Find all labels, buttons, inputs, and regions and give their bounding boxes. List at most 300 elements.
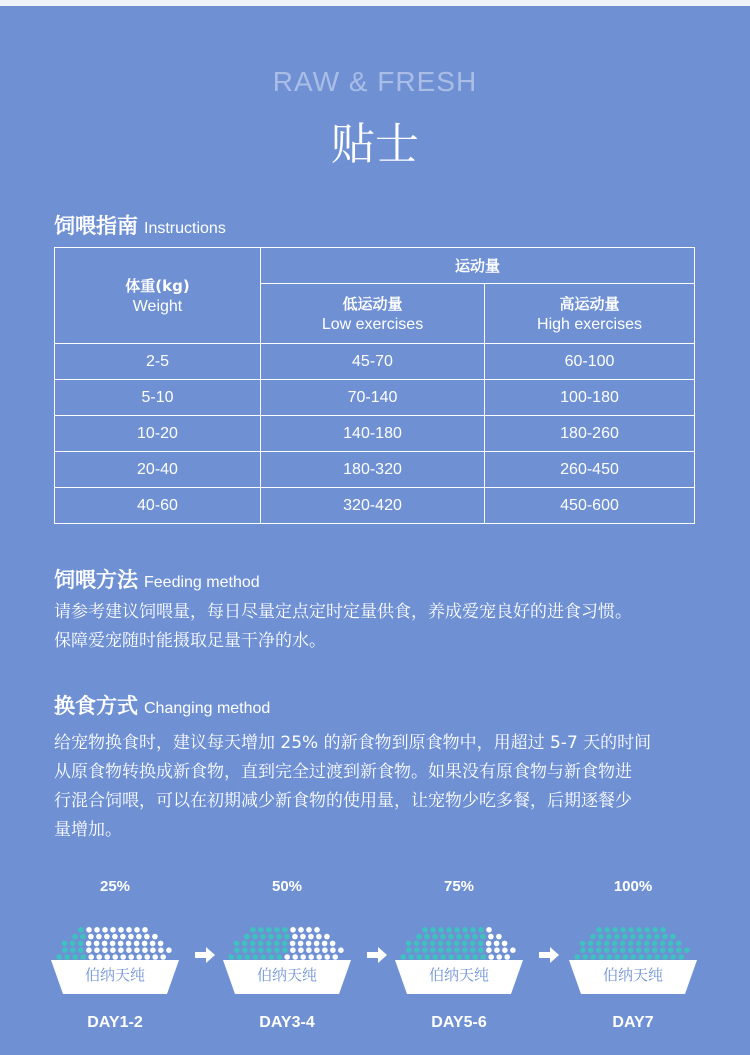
kibble-dot	[166, 947, 172, 953]
stage-percent: 75%	[443, 878, 475, 895]
weight-header-en: Weight	[132, 298, 183, 315]
kibble-dot	[110, 947, 116, 953]
weight-cell: 5-10	[55, 380, 261, 416]
kibble-dot	[446, 947, 452, 953]
high-cell: 260-450	[485, 452, 695, 488]
kibble-dot	[80, 934, 86, 940]
low-exercise-header-cn: 低运动量	[342, 295, 403, 313]
kibble-dot	[274, 941, 280, 947]
kibble-dot	[596, 947, 602, 953]
high-exercise-header-en: High exercises	[537, 316, 642, 333]
kibble-dot	[662, 934, 668, 940]
kibble-dot	[298, 941, 304, 947]
kibble-dot	[144, 934, 150, 940]
kibble-dot	[462, 927, 468, 933]
kibble-dot	[470, 927, 476, 933]
kibble-dot	[638, 934, 644, 940]
kibble-dot	[242, 941, 248, 947]
kibble-dot	[110, 941, 116, 947]
weight-cell: 2-5	[55, 344, 261, 380]
kibble-dot	[604, 927, 610, 933]
kibble-dot	[494, 947, 500, 953]
weight-header	[55, 248, 261, 344]
kibble-dot	[652, 941, 658, 947]
kibble-dot	[94, 927, 100, 933]
kibble-dot	[480, 934, 486, 940]
kibble-dot	[314, 941, 320, 947]
kibble-dot	[126, 947, 132, 953]
kibble-pile	[56, 927, 171, 960]
kibble-dot	[290, 947, 296, 953]
kibble-dot	[292, 954, 298, 960]
kibble-dot	[510, 947, 516, 953]
kibble-dot	[502, 941, 508, 947]
kibble-dot	[104, 954, 110, 960]
high-cell: 60-100	[485, 344, 695, 380]
kibble-dot	[236, 954, 242, 960]
kibble-dot	[582, 954, 588, 960]
kibble-dot	[646, 954, 652, 960]
kibble-dot	[580, 941, 586, 947]
kibble-dot	[118, 927, 124, 933]
kibble-dot	[282, 927, 288, 933]
table-row	[55, 452, 695, 488]
kibble-dot	[142, 941, 148, 947]
kibble-dot	[430, 927, 436, 933]
kibble-dot	[638, 954, 644, 960]
kibble-dot	[94, 941, 100, 947]
kibble-dot	[454, 947, 460, 953]
kibble-dot	[78, 927, 84, 933]
arrow-right-icon	[365, 945, 389, 965]
kibble-dot	[430, 947, 436, 953]
stage-day: DAY1-2	[87, 1014, 143, 1031]
feeding-heading-cn: 饲喂方法	[54, 568, 138, 592]
kibble-dot	[464, 954, 470, 960]
kibble-dot	[478, 941, 484, 947]
kibble-dot	[314, 927, 320, 933]
kibble-dot	[660, 927, 666, 933]
kibble-dot	[266, 947, 272, 953]
kibble-dot	[86, 927, 92, 933]
kibble-dot	[486, 941, 492, 947]
transition-stage-3	[389, 878, 529, 1031]
kibble-dot	[300, 954, 306, 960]
kibble-dot	[636, 947, 642, 953]
kibble-dot	[298, 947, 304, 953]
kibble-dot	[440, 954, 446, 960]
kibble-dot	[598, 954, 604, 960]
table-row	[55, 380, 695, 416]
kibble-dot	[622, 934, 628, 940]
kibble-dot	[414, 947, 420, 953]
low-exercise-header-en: Low exercises	[321, 316, 424, 333]
kibble-dot	[70, 941, 76, 947]
high-cell: 100-180	[485, 380, 695, 416]
kibble-dot	[244, 954, 250, 960]
kibble-dot	[464, 934, 470, 940]
kibble-dot	[142, 927, 148, 933]
stage-brand: 伯纳天纯	[84, 966, 145, 984]
kibble-dot	[446, 927, 452, 933]
kibble-dot	[630, 934, 636, 940]
kibble-dot	[94, 947, 100, 953]
kibble-dot	[448, 934, 454, 940]
kibble-dot	[292, 934, 298, 940]
kibble-dot	[462, 941, 468, 947]
kibble-dot	[102, 927, 108, 933]
feeding-heading	[54, 564, 260, 594]
kibble-dot	[660, 941, 666, 947]
transition-stage-1	[45, 878, 185, 1031]
kibble-dot	[128, 934, 134, 940]
kibble-dot	[414, 941, 420, 947]
kibble-dot	[158, 947, 164, 953]
low-cell: 45-70	[261, 344, 485, 380]
kibble-dot	[636, 927, 642, 933]
kibble-dot	[432, 934, 438, 940]
kibble-dot	[142, 947, 148, 953]
table-row	[55, 344, 695, 380]
kibble-dot	[102, 947, 108, 953]
kibble-dot	[662, 954, 668, 960]
exercise-header-cn: 运动量	[455, 257, 501, 275]
changing-line: 给宠物换食时，建议每天增加 25% 的新食物到原食物中，用超过 5-7 天的时间	[54, 733, 652, 753]
kibble-dot	[604, 947, 610, 953]
kibble-dot	[78, 947, 84, 953]
kibble-dot	[654, 934, 660, 940]
high-exercise-header	[485, 284, 695, 344]
stage-brand: 伯纳天纯	[256, 966, 317, 984]
kibble-dot	[252, 954, 258, 960]
kibble-dot	[110, 927, 116, 933]
kibble-dot	[78, 941, 84, 947]
kibble-dot	[628, 947, 634, 953]
kibble-dot	[590, 934, 596, 940]
kibble-dot	[678, 954, 684, 960]
kibble-dot	[494, 941, 500, 947]
low-exercise-header	[261, 284, 485, 344]
table-row	[55, 488, 695, 524]
instructions-heading	[54, 210, 226, 240]
kibble-dot	[644, 947, 650, 953]
changing-heading-en: Changing method	[144, 700, 271, 717]
feeding-line: 保障爱宠随时能摄取足量干净的水。	[54, 631, 326, 651]
kibble-dot	[300, 934, 306, 940]
kibble-dot	[604, 941, 610, 947]
kibble-dot	[668, 941, 674, 947]
arrow-right-icon	[537, 945, 561, 965]
kibble-dot	[316, 934, 322, 940]
kibble-dot	[88, 954, 94, 960]
kibble-dot	[668, 947, 674, 953]
kibble-dot	[136, 954, 142, 960]
changing-text	[54, 729, 714, 845]
kibble-dot	[590, 954, 596, 960]
kibble-dot	[596, 941, 602, 947]
instructions-heading-cn: 饲喂指南	[54, 214, 138, 238]
kibble-dot	[234, 947, 240, 953]
kibble-dot	[290, 927, 296, 933]
kibble-dot	[652, 947, 658, 953]
kibble-dot	[614, 954, 620, 960]
kibble-dot	[644, 927, 650, 933]
kibble-dot	[290, 941, 296, 947]
kibble-dot	[266, 941, 272, 947]
kibble-dot	[150, 947, 156, 953]
kibble-dot	[406, 941, 412, 947]
kibble-dot	[284, 934, 290, 940]
kibble-dot	[422, 927, 428, 933]
kibble-dot	[244, 934, 250, 940]
kibble-dot	[260, 954, 266, 960]
kibble-dot	[282, 947, 288, 953]
kibble-dot	[134, 927, 140, 933]
header-subtitle: RAW & FRESH	[272, 66, 478, 97]
kibble-dot	[152, 954, 158, 960]
stage-percent: 50%	[271, 878, 303, 895]
kibble-dot	[102, 941, 108, 947]
kibble-dot	[574, 954, 580, 960]
kibble-dot	[284, 954, 290, 960]
kibble-dot	[316, 954, 322, 960]
kibble-dot	[470, 941, 476, 947]
transition-stage-4	[563, 878, 703, 1031]
kibble-dot	[454, 941, 460, 947]
kibble-dot	[134, 941, 140, 947]
feeding-line: 请参考建议饲喂量，每日尽量定点定时定量供食，养成爱宠良好的进食习惯。	[54, 602, 632, 622]
kibble-dot	[620, 927, 626, 933]
kibble-dot	[660, 947, 666, 953]
kibble-dot	[134, 947, 140, 953]
kibble-dot	[606, 954, 612, 960]
kibble-dot	[252, 934, 258, 940]
kibble-dot	[234, 941, 240, 947]
kibble-dot	[406, 947, 412, 953]
stage-day: DAY3-4	[259, 1014, 315, 1031]
kibble-dot	[96, 934, 102, 940]
kibble-dot	[118, 947, 124, 953]
kibble-dot	[306, 941, 312, 947]
stage-brand: 伯纳天纯	[428, 966, 489, 984]
kibble-dot	[324, 954, 330, 960]
weight-cell: 10-20	[55, 416, 261, 452]
top-border	[0, 0, 750, 6]
kibble-dot	[400, 954, 406, 960]
feeding-guide-table	[54, 247, 695, 524]
kibble-dot	[88, 934, 94, 940]
kibble-dot	[504, 954, 510, 960]
kibble-dot	[644, 941, 650, 947]
low-cell: 320-420	[261, 488, 485, 524]
feeding-heading-en: Feeding method	[144, 574, 260, 591]
kibble-dot	[454, 927, 460, 933]
kibble-dot	[250, 947, 256, 953]
kibble-dot	[96, 954, 102, 960]
kibble-dot	[614, 934, 620, 940]
low-cell: 140-180	[261, 416, 485, 452]
kibble-dot	[322, 947, 328, 953]
weight-cell: 20-40	[55, 452, 261, 488]
kibble-dot	[70, 947, 76, 953]
kibble-dot	[306, 927, 312, 933]
high-exercise-header-cn: 高运动量	[559, 295, 620, 313]
changing-line: 量增加。	[54, 820, 122, 840]
kibble-dot	[408, 954, 414, 960]
stage-percent: 25%	[99, 878, 131, 895]
kibble-dot	[606, 934, 612, 940]
kibble-dot	[268, 934, 274, 940]
arrow-right-icon	[193, 945, 217, 965]
changing-line: 行混合饲喂，可以在初期减少新食物的使用量，让宠物少吃多餐，后期逐餐少	[54, 791, 632, 811]
kibble-dot	[422, 941, 428, 947]
kibble-dot	[462, 947, 468, 953]
kibble-dot	[306, 947, 312, 953]
kibble-dot	[670, 954, 676, 960]
transition-stage-2	[217, 878, 357, 1031]
kibble-dot	[276, 934, 282, 940]
stage-brand: 伯纳天纯	[602, 966, 663, 984]
kibble-dot	[258, 941, 264, 947]
kibble-dot	[128, 954, 134, 960]
kibble-dot	[676, 947, 682, 953]
kibble-dot	[416, 954, 422, 960]
kibble-dot	[472, 954, 478, 960]
weight-header-cn: 体重(kg)	[125, 277, 190, 295]
kibble-dot	[268, 954, 274, 960]
kibble-dot	[330, 941, 336, 947]
kibble-dot	[430, 941, 436, 947]
exercise-header	[261, 248, 695, 284]
kibble-dot	[144, 954, 150, 960]
kibble-dot	[308, 954, 314, 960]
kibble-dot	[636, 941, 642, 947]
kibble-dot	[80, 954, 86, 960]
kibble-dot	[72, 954, 78, 960]
stage-percent: 100%	[613, 878, 653, 895]
kibble-dot	[580, 947, 586, 953]
kibble-dot	[250, 941, 256, 947]
kibble-dot	[308, 934, 314, 940]
kibble-dot	[478, 947, 484, 953]
feeding-text	[54, 598, 714, 656]
kibble-dot	[250, 927, 256, 933]
kibble-dot	[424, 934, 430, 940]
kibble-dot	[314, 947, 320, 953]
kibble-dot	[496, 934, 502, 940]
kibble-dot	[588, 947, 594, 953]
kibble-dot	[486, 947, 492, 953]
kibble-dot	[628, 941, 634, 947]
kibble-dot	[126, 927, 132, 933]
kibble-dot	[266, 927, 272, 933]
kibble-dot	[160, 954, 166, 960]
kibble-pile	[574, 927, 689, 960]
kibble-dot	[324, 934, 330, 940]
kibble-dot	[56, 954, 62, 960]
kibble-dot	[472, 934, 478, 940]
kibble-dot	[282, 941, 288, 947]
high-cell: 450-600	[485, 488, 695, 524]
kibble-dot	[228, 954, 234, 960]
instructions-heading-en: Instructions	[144, 220, 226, 237]
kibble-dot	[120, 934, 126, 940]
kibble-dot	[652, 927, 658, 933]
kibble-dot	[112, 954, 118, 960]
kibble-dot	[620, 941, 626, 947]
kibble-dot	[432, 954, 438, 960]
kibble-dot	[86, 947, 92, 953]
kibble-dot	[612, 947, 618, 953]
kibble-dot	[456, 934, 462, 940]
high-cell: 180-260	[485, 416, 695, 452]
kibble-dot	[416, 934, 422, 940]
table-header-row	[55, 248, 695, 284]
kibble-dot	[646, 934, 652, 940]
kibble-dot	[322, 941, 328, 947]
kibble-dot	[258, 947, 264, 953]
kibble-dot	[630, 954, 636, 960]
kibble-dot	[612, 941, 618, 947]
kibble-dot	[64, 954, 70, 960]
kibble-dot	[126, 941, 132, 947]
kibble-dot	[470, 947, 476, 953]
changing-line: 从原食物转换成新食物，直到完全过渡到新食物。如果没有原食物与新食物进	[54, 762, 632, 782]
kibble-dot	[670, 934, 676, 940]
kibble-dot	[260, 934, 266, 940]
weight-cell: 40-60	[55, 488, 261, 524]
page-title: 贴士	[331, 119, 419, 170]
kibble-dot	[676, 941, 682, 947]
kibble-dot	[86, 941, 92, 947]
kibble-dot	[488, 934, 494, 940]
kibble-dot	[62, 941, 68, 947]
kibble-dot	[654, 954, 660, 960]
kibble-dot	[422, 947, 428, 953]
changing-heading	[54, 690, 270, 720]
kibble-dot	[298, 927, 304, 933]
kibble-dot	[120, 954, 126, 960]
kibble-dot	[330, 947, 336, 953]
kibble-dot	[338, 947, 344, 953]
kibble-dot	[448, 954, 454, 960]
kibble-dot	[274, 927, 280, 933]
kibble-pile	[400, 927, 515, 960]
kibble-dot	[628, 927, 634, 933]
kibble-dot	[332, 954, 338, 960]
kibble-dot	[480, 954, 486, 960]
kibble-dot	[478, 927, 484, 933]
kibble-dot	[588, 941, 594, 947]
kibble-dot	[62, 947, 68, 953]
kibble-dot	[496, 954, 502, 960]
kibble-dot	[152, 934, 158, 940]
low-cell: 70-140	[261, 380, 485, 416]
kibble-dot	[242, 947, 248, 953]
kibble-dot	[486, 927, 492, 933]
kibble-dot	[112, 934, 118, 940]
low-cell: 180-320	[261, 452, 485, 488]
kibble-dot	[150, 941, 156, 947]
changing-heading-cn: 换食方式	[54, 694, 138, 718]
kibble-dot	[596, 927, 602, 933]
kibble-dot	[440, 934, 446, 940]
kibble-dot	[438, 927, 444, 933]
kibble-dot	[622, 954, 628, 960]
stage-day: DAY5-6	[431, 1014, 487, 1031]
kibble-dot	[488, 954, 494, 960]
table-row	[55, 416, 695, 452]
